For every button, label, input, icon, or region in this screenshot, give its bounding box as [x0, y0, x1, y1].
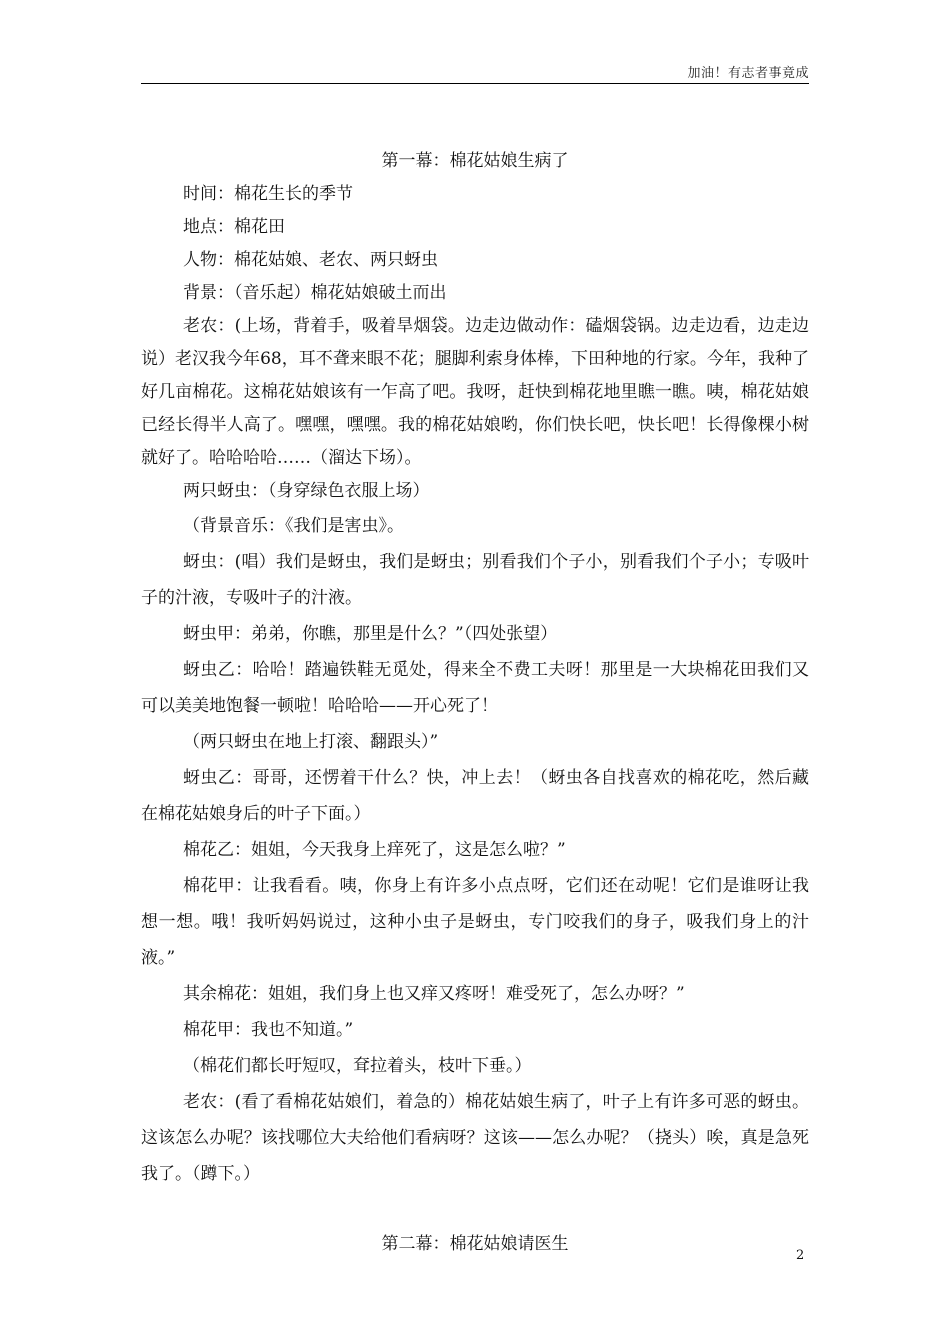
paragraph-background: 背景：（音乐起）棉花姑娘破土而出	[183, 283, 447, 303]
act1-title: 第一幕：棉花姑娘生病了	[381, 151, 569, 171]
act2-title: 第二幕：棉花姑娘请医生	[381, 1234, 569, 1254]
paragraph-place: 地点：棉花田	[183, 217, 285, 237]
paragraph-aphid-b: 蚜虫乙：哈哈！踏遍铁鞋无觅处，得来全不费工夫呀！那里是一大块棉花田我们又可以美美地饱餐一顿啦！哈哈哈——开心死了！	[141, 660, 809, 716]
paragraph-cotton-a-unknown: 棉花甲：我也不知道。”	[183, 1020, 354, 1040]
paragraph-aphid-a: 蚜虫甲：弟弟，你瞧，那里是什么？”（四处张望）	[183, 624, 558, 644]
paragraph-stage-sigh: （棉花们都长吁短叹，耷拉着头，枝叶下垂。）	[183, 1056, 532, 1076]
page-header	[141, 62, 809, 84]
paragraph-aphid-song: 蚜虫：(唱）我们是蚜虫，我们是蚜虫；别看我们个子小，别看我们个子小；专吸叶子的汁液，专吸叶子的汁液。	[141, 552, 809, 608]
page-number: 2	[796, 1248, 805, 1263]
paragraph-aphids-enter: 两只蚜虫：（身穿绿色衣服上场）	[183, 481, 430, 501]
paragraph-other-cotton: 其余棉花：姐姐，我们身上也又痒又疼呀！难受死了，怎么办呀？”	[183, 984, 685, 1004]
paragraph-time: 时间：棉花生长的季节	[183, 184, 353, 204]
paragraph-cotton-b: 棉花乙：姐姐，今天我身上痒死了，这是怎么啦？”	[183, 840, 566, 860]
paragraph-farmer-worried: 老农：(看了看棉花姑娘们，着急的）棉花姑娘生病了，叶子上有许多可恶的蚜虫。这该怎么办呢？该找哪位大夫给他们看病呀？这该——怎么办呢？（挠头）唉，真是急死我了。（蹲下。）	[141, 1092, 809, 1184]
paragraph-cotton-a: 棉花甲：让我看看。咦，你身上有许多小点点呀，它们还在动呢！它们是谁呀让我想一想。哦！我听妈妈说过，这种小虫子是蚜虫，专门咬我们的身子，吸我们身上的汁液。”	[141, 876, 809, 968]
header-motto: 加油！有志者事竟成	[687, 66, 809, 81]
paragraph-characters: 人物：棉花姑娘、老农、两只蚜虫	[183, 250, 438, 270]
paragraph-stage-roll: （两只蚜虫在地上打滚、翻跟头）”	[183, 732, 439, 752]
paragraph-farmer-intro: 老农：(上场，背着手，吸着旱烟袋。边走边做动作：磕烟袋锅。边走边看，边走边说）老汉我今年68，耳不聋来眼不花；腿脚利索身体棒，下田种地的行家。今年，我种了好几亩棉花。这棉花姑娘该有一乍高了吧。我呀，赶快到棉花地里瞧一瞧。咦，棉花姑娘已经长得半人高了。嘿嘿，嘿嘿。我的棉花姑娘哟，你们快长吧，快长吧！长得像棵小树就好了。哈哈哈哈……（溜达下场）。	[141, 316, 809, 468]
section-spacer	[141, 1192, 809, 1228]
document-body	[141, 145, 809, 1261]
paragraph-bg-music: （背景音乐：《我们是害虫》。	[183, 516, 404, 536]
header-rule	[141, 83, 809, 84]
paragraph-aphid-b-charge: 蚜虫乙：哥哥，还愣着干什么？快，冲上去！（蚜虫各自找喜欢的棉花吃，然后藏在棉花姑娘身后的叶子下面。）	[141, 768, 809, 824]
